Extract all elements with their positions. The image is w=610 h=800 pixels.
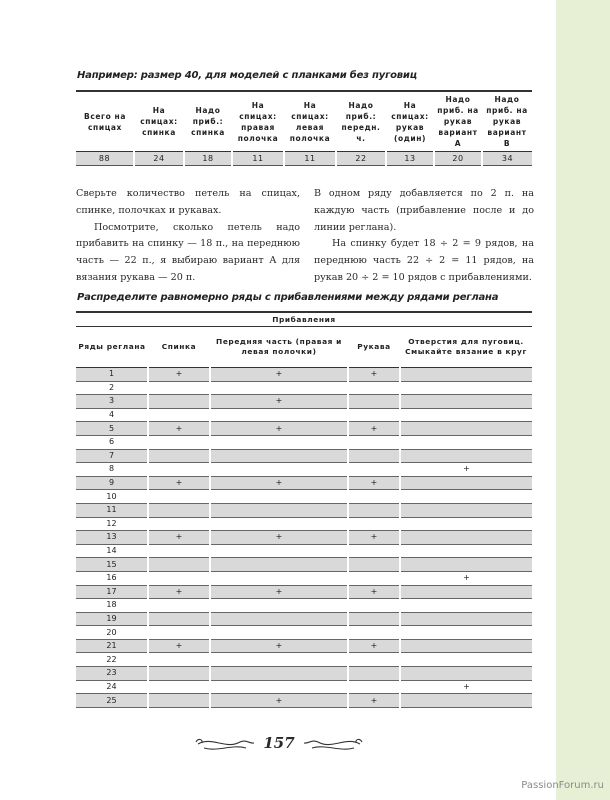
site-watermark: PassionForum.ru [521,780,604,791]
increase-cell: + [210,395,348,409]
table1-header-cell: Всего на спицах [76,91,134,152]
row-number-cell: 24 [76,680,148,694]
table1-header-cell: Надо приб. на рукав вариант В [482,91,532,152]
row-number-cell: 1 [76,368,148,382]
table2-super-header-row [76,312,532,327]
increase-cell [148,381,210,395]
increase-cell: + [210,422,348,436]
table1-value-row [76,152,532,166]
increase-cell: + [400,680,532,694]
increase-cell [400,503,532,517]
increase-cell: + [148,531,210,545]
increase-cell [348,435,400,449]
increase-cell [210,463,348,477]
increase-cell [148,408,210,422]
increase-cell [148,517,210,531]
increase-cell [148,435,210,449]
table-row [76,653,532,667]
increase-cell [348,503,400,517]
table1-header-cell: Надо приб.: передн. ч. [336,91,386,152]
increase-cell [400,544,532,558]
paragraph: Сверьте количество петель на спицах, спинке, полочках и рукавах. [76,188,300,216]
table2-header-cell: Ряды реглана [76,327,148,368]
increase-cell [400,422,532,436]
increase-cell [400,531,532,545]
increase-cell [400,626,532,640]
increase-cell: + [148,476,210,490]
paragraph: На спинку будет 18 ÷ 2 = 9 рядов, на переднюю часть 22 ÷ 2 = 11 рядов, на рукав 20 ÷ 2 = 10 рядов с прибавлениями. [314,238,534,283]
table1-value-cell: 34 [482,152,532,166]
row-number-cell: 14 [76,544,148,558]
table1-caption: Например: размер 40, для моделей с планками без пуговиц [77,70,417,81]
table-row [76,585,532,599]
increase-cell [348,612,400,626]
table1-header-row [76,91,532,152]
increase-cell [210,503,348,517]
stitch-count-table [76,90,532,166]
increase-cell [400,476,532,490]
table-row [76,381,532,395]
increase-cell [210,558,348,572]
increase-cell [210,599,348,613]
table-row [76,531,532,545]
increase-cell: + [348,368,400,382]
increase-cell: + [210,694,348,708]
increase-cell: + [210,531,348,545]
table-row [76,368,532,382]
increase-cell: + [148,585,210,599]
increase-cell [400,585,532,599]
increase-cell [210,544,348,558]
increase-cell [210,626,348,640]
increase-cell: + [348,639,400,653]
table-row [76,612,532,626]
increase-cell [400,639,532,653]
table1-value-cell: 88 [76,152,134,166]
table-row [76,639,532,653]
increase-cell: + [148,422,210,436]
row-number-cell: 5 [76,422,148,436]
increase-cell [210,667,348,681]
increase-cell [348,490,400,504]
increase-cell [400,408,532,422]
table1-value-cell: 11 [284,152,336,166]
row-number-cell: 25 [76,694,148,708]
increase-cell [400,449,532,463]
row-number-cell: 13 [76,531,148,545]
table-row [76,476,532,490]
table1-value-cell: 11 [232,152,284,166]
increase-cell: + [210,639,348,653]
table1-value-cell: 20 [434,152,482,166]
increase-cell [400,517,532,531]
row-number-cell: 11 [76,503,148,517]
increase-cell [148,463,210,477]
table1-header-cell: На спицах: спинка [134,91,184,152]
table-row [76,571,532,585]
table-row [76,490,532,504]
row-number-cell: 18 [76,599,148,613]
table2-header-cell: Передняя часть (правая и левая полочки) [210,327,348,368]
increase-cell [348,408,400,422]
table1-value-cell: 18 [184,152,232,166]
increase-cell: + [348,694,400,708]
increase-cell [348,381,400,395]
increase-cell [210,408,348,422]
increase-cell [148,599,210,613]
increase-cell [148,680,210,694]
paragraph: В одном ряду добавляется по 2 п. на каждую часть (прибавление после и до линии реглана). [314,188,534,233]
row-number-cell: 23 [76,667,148,681]
increase-cell [148,667,210,681]
row-number-cell: 20 [76,626,148,640]
increase-cell [400,612,532,626]
increase-cell: + [348,422,400,436]
increase-cell [348,449,400,463]
table1-value-cell: 22 [336,152,386,166]
increase-cell [148,558,210,572]
increase-cell [210,449,348,463]
row-number-cell: 3 [76,395,148,409]
increase-cell [348,463,400,477]
increase-cell: + [400,463,532,477]
table2-header-cell: Рукава [348,327,400,368]
increase-cell [148,395,210,409]
increase-cell: + [348,585,400,599]
increase-cell: + [210,368,348,382]
increase-cell [148,571,210,585]
table-row [76,503,532,517]
row-number-cell: 4 [76,408,148,422]
table2-body [76,368,532,708]
table-row [76,599,532,613]
increase-cell: + [348,531,400,545]
increase-cell [348,599,400,613]
increase-cell [348,653,400,667]
increase-cell [348,544,400,558]
page-number: 157 [263,734,295,752]
increase-cell [210,612,348,626]
row-number-cell: 8 [76,463,148,477]
row-number-cell: 15 [76,558,148,572]
increase-cell: + [148,639,210,653]
increase-cell [148,626,210,640]
increase-cell [400,558,532,572]
row-number-cell: 10 [76,490,148,504]
table-row [76,408,532,422]
text-column-right [314,186,534,287]
increase-cell: + [148,368,210,382]
table2-header-row [76,327,532,368]
table-row [76,544,532,558]
increase-cell [148,653,210,667]
increase-cell [348,558,400,572]
row-number-cell: 19 [76,612,148,626]
increase-cell [348,680,400,694]
table-row [76,435,532,449]
increase-cell [400,599,532,613]
increase-cell [148,694,210,708]
table-row [76,463,532,477]
table-row [76,449,532,463]
increase-cell [210,680,348,694]
table-row [76,558,532,572]
increase-cell: + [348,476,400,490]
increase-cell [348,667,400,681]
table1-value-cell: 24 [134,152,184,166]
increase-cell [400,368,532,382]
table1-header-cell: Надо приб. на рукав вариант А [434,91,482,152]
table2-caption: Распределите равномерно ряды с прибавлениями между рядами реглана [77,292,499,303]
increase-cell [348,626,400,640]
table1-header-cell: На спицах: правая полочка [232,91,284,152]
increase-cell: + [210,476,348,490]
table-row [76,422,532,436]
row-number-cell: 6 [76,435,148,449]
super-header: Прибавления [76,312,532,327]
increase-cell [148,490,210,504]
row-number-cell: 7 [76,449,148,463]
row-number-cell: 22 [76,653,148,667]
table1-header-cell: На спицах: рукав (один) [386,91,434,152]
table-row [76,680,532,694]
increase-cell [210,571,348,585]
increase-cell [348,517,400,531]
text-column-left [76,186,300,287]
table-row [76,395,532,409]
row-number-cell: 9 [76,476,148,490]
increase-cell [148,612,210,626]
increase-cell [348,395,400,409]
increase-cell [400,694,532,708]
side-color-strip [556,0,610,800]
increase-cell [210,653,348,667]
row-number-cell: 16 [76,571,148,585]
row-number-cell: 2 [76,381,148,395]
increase-cell: + [210,585,348,599]
paragraph: Посмотрите, сколько петель надо прибавить на спинку — 18 п., на переднюю часть — 22 п., я выбираю вариант А для вязания рукава — 20 п. [76,221,300,283]
table-row [76,626,532,640]
increase-cell [148,503,210,517]
increase-cell [210,490,348,504]
increase-cell [400,667,532,681]
increase-cell [400,395,532,409]
increase-cell [400,435,532,449]
table-row [76,667,532,681]
increase-cell [400,381,532,395]
table2-header-cell: Спинка [148,327,210,368]
increase-cell [148,449,210,463]
increase-cell [210,517,348,531]
increase-rows-table [76,311,532,708]
increase-cell [210,435,348,449]
increase-cell [210,381,348,395]
increase-cell [348,571,400,585]
table-row [76,694,532,708]
table-row [76,517,532,531]
increase-cell [400,490,532,504]
table1-header-cell: На спицах: левая полочка [284,91,336,152]
row-number-cell: 12 [76,517,148,531]
row-number-cell: 17 [76,585,148,599]
increase-cell [400,653,532,667]
increase-cell [148,544,210,558]
table1-value-cell: 13 [386,152,434,166]
table1-header-cell: Надо приб.: спинка [184,91,232,152]
increase-cell: + [400,571,532,585]
row-number-cell: 21 [76,639,148,653]
table2-header-cell: Отверстия для пуговиц. Смыкайте вязание в круг [400,327,532,368]
